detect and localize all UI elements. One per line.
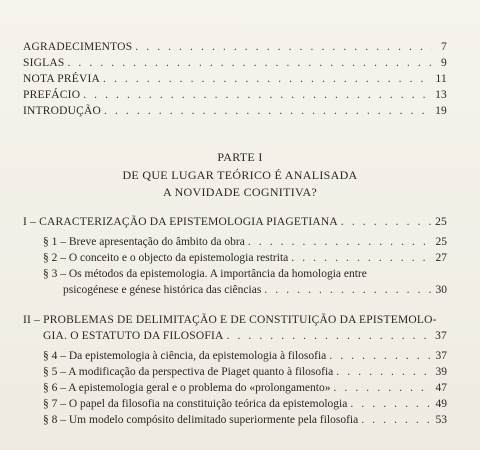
toc-section-3-line2[interactable] [63,283,447,297]
toc-section-label: psicogénese e génese histórica das ciências [63,284,262,296]
part-subtitle-line2: A NOVIDADE COGNITIVA? [162,185,318,199]
toc-section-8[interactable] [43,413,447,427]
leader-dots [291,251,432,265]
toc-section-label: § 5 – A modificação da perspectiva de Piaget quanto à filosofia [43,366,334,378]
leader-dots [333,381,432,395]
toc-entry-page: 7 [441,41,447,53]
toc-section-page: 39 [435,366,447,378]
toc-section-page: 30 [435,284,447,296]
leader-dots [135,40,432,54]
toc-entry-page: 19 [435,105,447,117]
leader-dots [83,88,432,102]
toc-section-2[interactable] [43,251,447,265]
toc-entry-agradecimentos[interactable] [23,40,447,54]
toc-entry-nota-previa[interactable] [23,72,447,86]
leader-dots [336,365,432,379]
toc-section-page: 49 [435,398,447,410]
toc-section-page: 47 [435,382,447,394]
toc-chapter-page: 25 [435,216,447,228]
leader-dots [329,349,432,363]
toc-entry-siglas[interactable] [23,56,447,70]
leader-dots [361,413,432,427]
toc-section-page: 25 [435,236,447,248]
toc-section-label: § 4 – Da epistemologia à ciência, da epistemologia à filosofia [43,350,327,362]
toc-entry-label: SIGLAS [23,57,65,69]
leader-dots [67,56,432,70]
toc-section-label: § 6 – A epistemologia geral e o problema do «prolongamento» [43,382,331,394]
toc-chapter-title: I – CARACTERIZAÇÃO DA EPISTEMOLOGIA PIAGETIANA [23,216,338,228]
toc-entry-prefacio[interactable] [23,88,447,102]
toc-section-page: 27 [435,252,447,264]
leader-dots [350,397,432,411]
toc-chapter-2-line1[interactable]: II – PROBLEMAS DE DELIMITAÇÃO E DE CONSTITUIÇÃO DA EPISTEMOLO- [23,314,437,326]
toc-section-5[interactable] [43,365,447,379]
toc-section-page: 37 [435,350,447,362]
toc-entry-label: AGRADECIMENTOS [23,41,133,53]
toc-entry-page: 13 [435,89,447,101]
toc-section-page: 53 [435,414,447,426]
toc-section-label: § 8 – Um modelo compósito delimitado superiormente pela filosofia [43,414,359,426]
toc-chapter-title: GIA. O ESTATUTO DA FILOSOFIA [43,330,224,342]
leader-dots [341,215,432,229]
toc-chapter-page: 37 [435,330,447,342]
toc-entry-label: INTRODUÇÃO [23,105,102,117]
part-subtitle-line1: DE QUE LUGAR TEÓRICO É ANALISADA [122,168,358,182]
toc-entry-page: 9 [441,57,447,69]
toc-section-6[interactable] [43,381,447,395]
toc-chapter-1[interactable] [23,215,447,229]
toc-entry-label: PREFÁCIO [23,89,81,101]
toc-section-7[interactable] [43,397,447,411]
toc-entry-page: 11 [435,73,447,85]
toc-chapter-2-line2[interactable] [43,329,447,343]
toc-section-1[interactable] [43,235,447,249]
toc-section-label: § 7 – O papel da filosofia na constituição teórica da epistemologia [43,398,348,410]
leader-dots [264,283,432,297]
leader-dots [227,329,433,343]
part-title: PARTE I [217,150,263,164]
toc-section-label: § 1 – Breve apresentação do âmbito da obra [43,236,245,248]
leader-dots [248,235,432,249]
toc-section-3-line1[interactable]: § 3 – Os métodos da epistemologia. A importância da homologia entre [43,268,367,280]
leader-dots [104,104,432,118]
leader-dots [103,72,432,86]
toc-section-4[interactable] [43,349,447,363]
toc-section-label: § 2 – O conceito e o objecto da epistemologia restrita [43,252,289,264]
toc-entry-introducao[interactable] [23,104,447,118]
toc-entry-label: NOTA PRÉVIA [23,73,100,85]
